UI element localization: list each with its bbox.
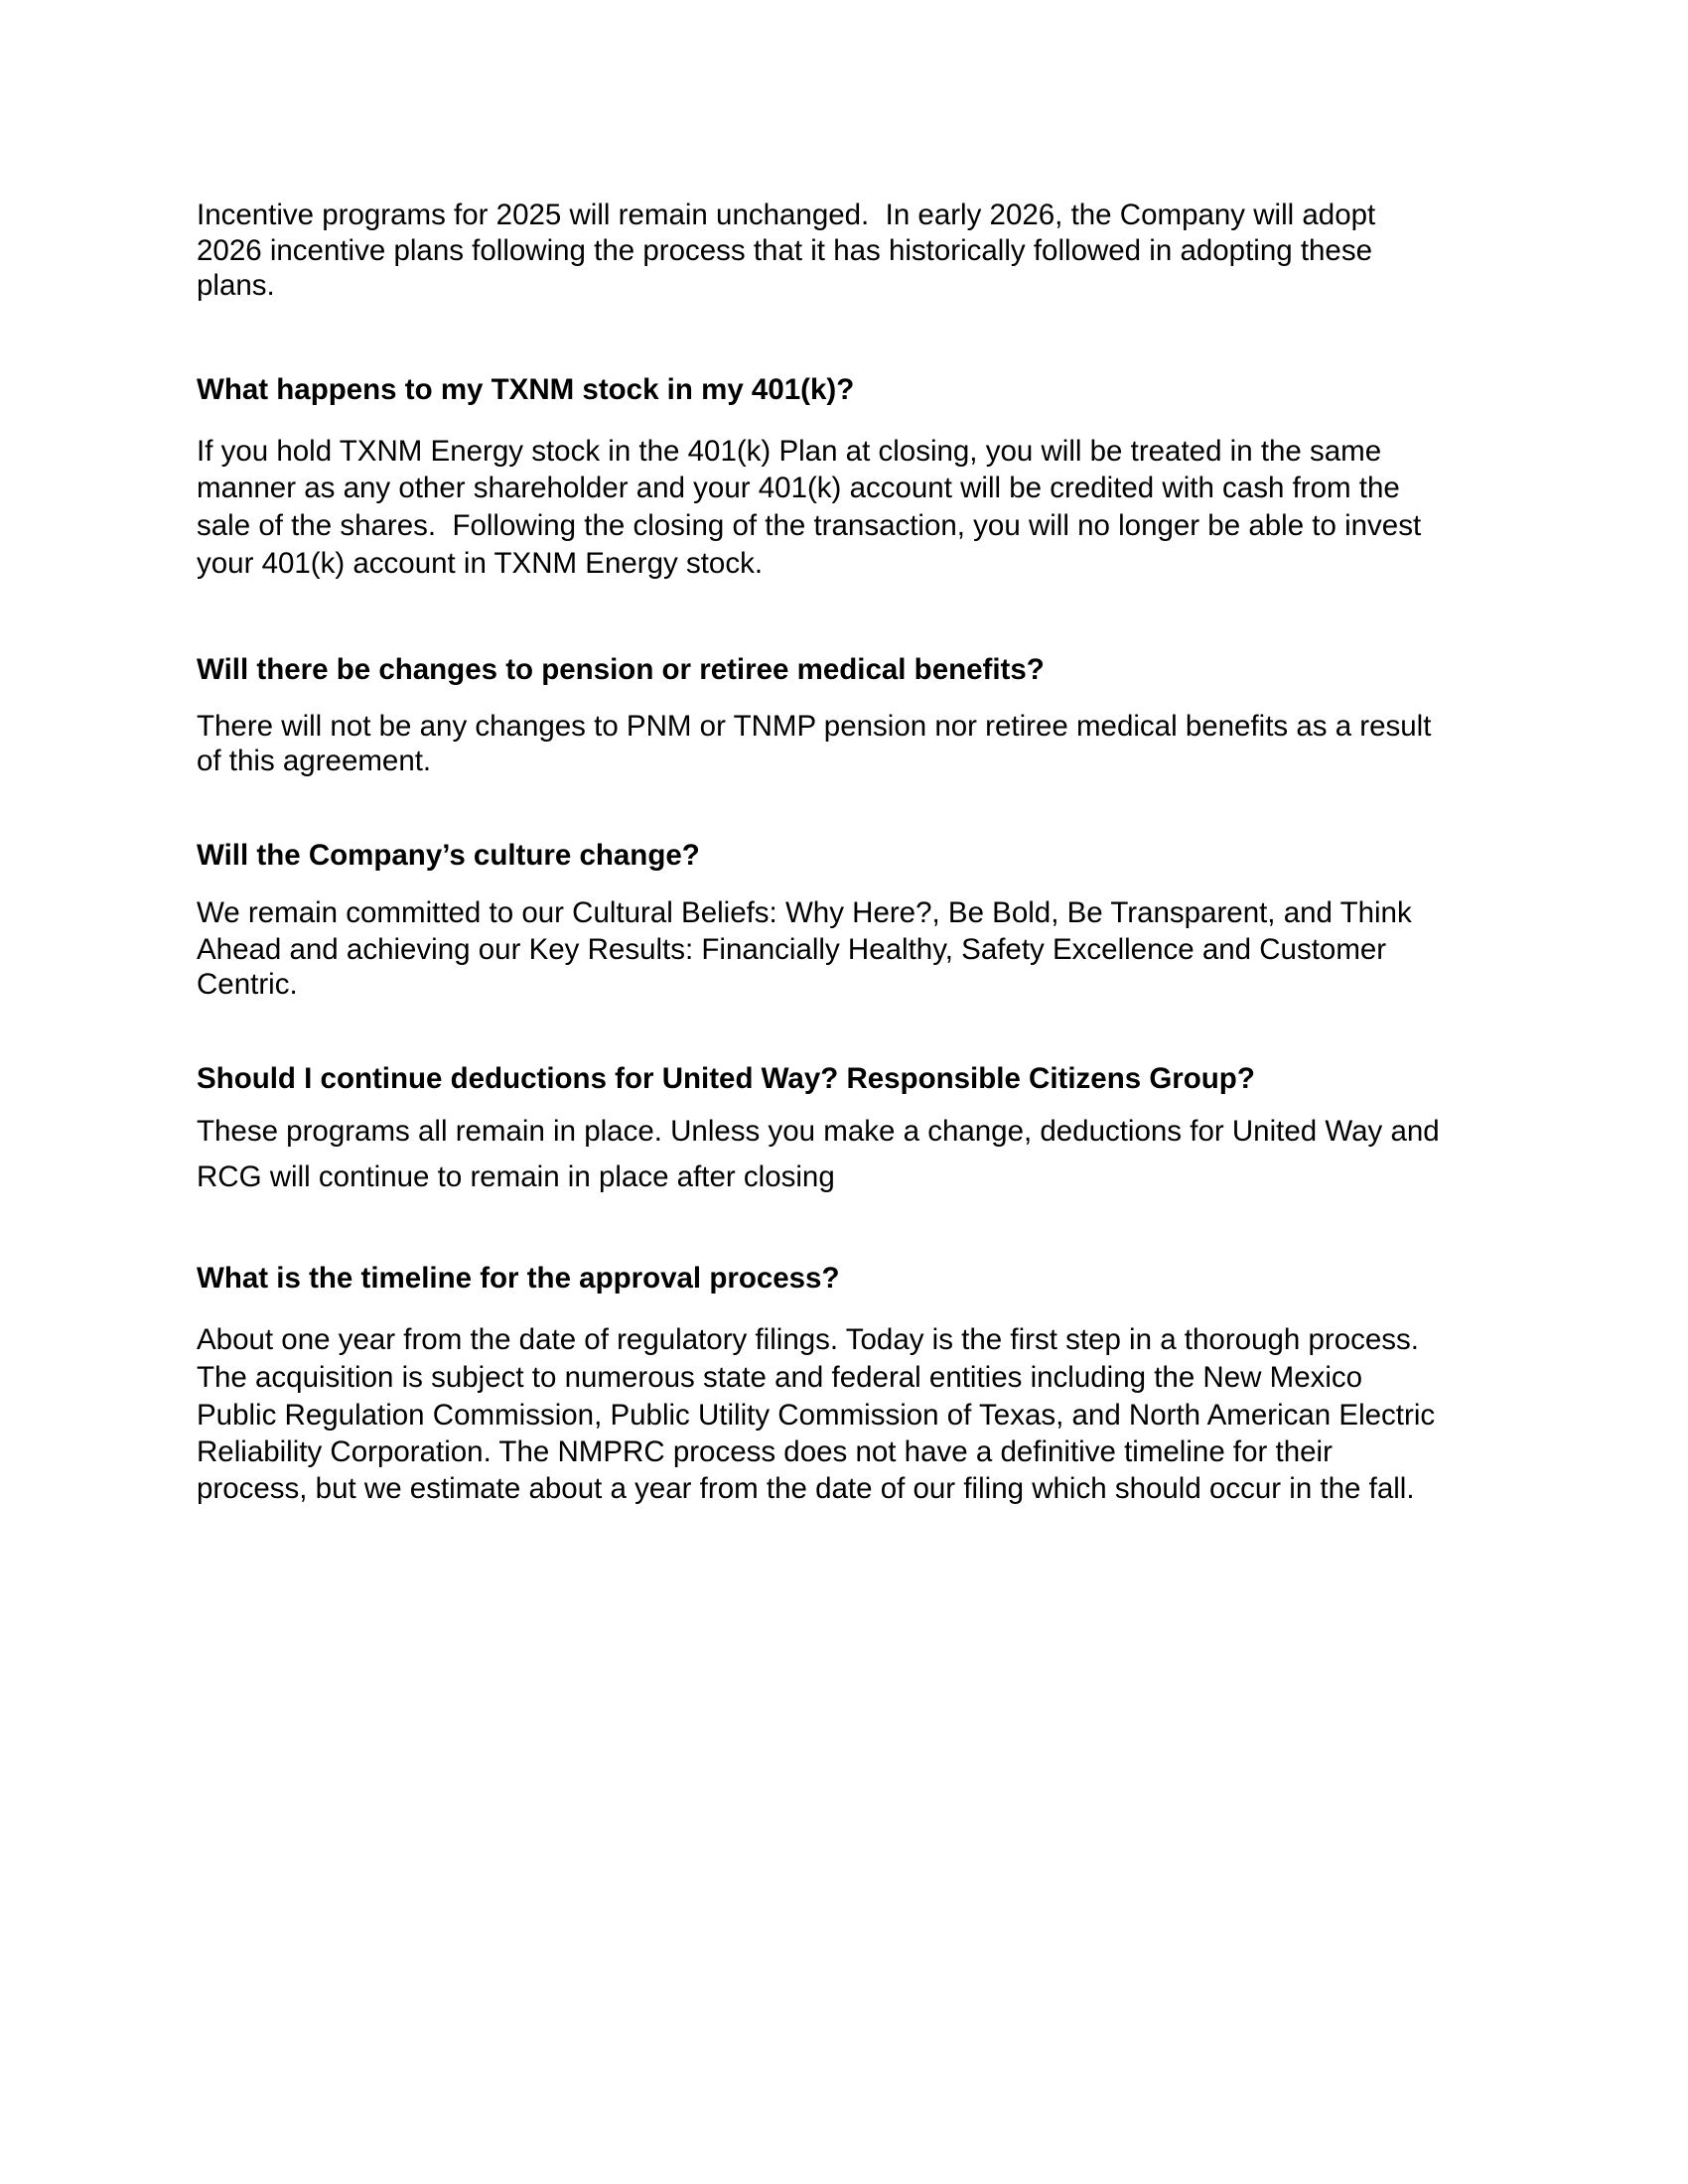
section-heading: Will there be changes to pension or retiree medical benefits? <box>197 653 1045 686</box>
paragraph-line: If you hold TXNM Energy stock in the 401(k) Plan at closing, you will be treated in the same <box>197 435 1382 468</box>
paragraph-line: RCG will continue to remain in place after closing <box>197 1160 835 1193</box>
paragraph-line: manner as any other shareholder and your 401(k) account will be credited with cash from the <box>197 472 1400 504</box>
paragraph-line: The acquisition is subject to numerous state and federal entities including the New Mexico <box>197 1361 1363 1394</box>
paragraph-line: There will not be any changes to PNM or TNMP pension nor retiree medical benefits as a result <box>197 710 1432 743</box>
paragraph-line: Reliability Corporation. The NMPRC process does not have a definitive timeline for their <box>197 1435 1333 1468</box>
paragraph-line: We remain committed to our Cultural Beliefs: Why Here?, Be Bold, Be Transparent, and Think <box>197 896 1412 929</box>
paragraph-line: your 401(k) account in TXNM Energy stock. <box>197 547 764 580</box>
paragraph-line: of this agreement. <box>197 745 432 777</box>
paragraph-line: process, but we estimate about a year from the date of our filing which should occur in the fall. <box>197 1472 1415 1505</box>
section-heading: What is the timeline for the approval process? <box>197 1262 840 1295</box>
paragraph-line: About one year from the date of regulatory filings. Today is the first step in a thorough process. <box>197 1323 1419 1356</box>
paragraph-line: Incentive programs for 2025 will remain unchanged. In early 2026, the Company will adopt <box>197 199 1376 231</box>
paragraph-line: sale of the shares. Following the closing of the transaction, you will no longer be able to invest <box>197 509 1422 542</box>
section-heading: What happens to my TXNM stock in my 401(k)? <box>197 373 855 406</box>
paragraph-line: These programs all remain in place. Unless you make a change, deductions for United Way and <box>197 1115 1440 1148</box>
section-heading: Should I continue deductions for United Way? Responsible Citizens Group? <box>197 1062 1255 1095</box>
section-heading: Will the Company’s culture change? <box>197 839 700 872</box>
paragraph-line: Ahead and achieving our Key Results: Financially Healthy, Safety Excellence and Customer <box>197 933 1387 966</box>
paragraph-line: plans. <box>197 269 275 302</box>
paragraph-line: Public Regulation Commission, Public Utility Commission of Texas, and North American Electric <box>197 1399 1436 1432</box>
paragraph-line: 2026 incentive plans following the process that it has historically followed in adopting these <box>197 234 1372 267</box>
paragraph-line: Centric. <box>197 968 298 1001</box>
